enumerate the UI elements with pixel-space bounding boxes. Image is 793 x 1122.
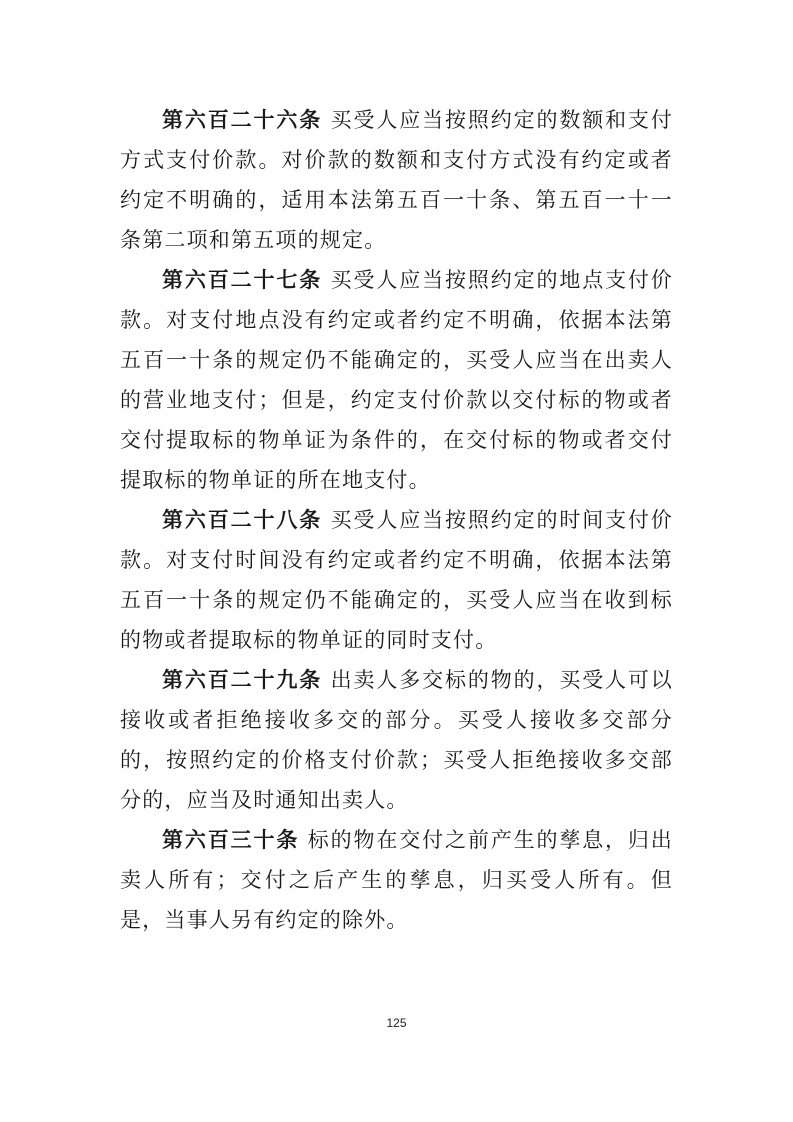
- article-627: [120, 260, 673, 500]
- article-text: 标的物在交付之前产生的孳息，归出卖人所有；交付之后产生的孳息，归买受人所有。但是，当事人另有约定的除外。: [120, 828, 673, 932]
- document-body: [120, 100, 673, 940]
- article-text: 买受人应当按照约定的时间支付价款。对支付时间没有约定或者约定不明确，依据本法第五百一十条的规定仍不能确定的，买受人应当在收到标的物或者提取标的物单证的同时支付。: [120, 508, 674, 652]
- article-title: 第六百二十七条: [162, 268, 323, 292]
- article-628: [120, 500, 673, 660]
- article-title: 第六百二十六条: [162, 108, 323, 132]
- page-number: 125: [386, 1016, 407, 1030]
- article-626: [120, 100, 673, 260]
- article-text: 买受人应当按照约定的数额和支付方式支付价款。对价款的数额和支付方式没有约定或者约定不明确的，适用本法第五百一十条、第五百一十一条第二项和第五项的规定。: [120, 108, 674, 252]
- article-630: [120, 820, 673, 940]
- article-text: 出卖人多交标的物的，买受人可以接收或者拒绝接收多交的部分。买受人接收多交部分的，按照约定的价格支付价款；买受人拒绝接收多交部分的，应当及时通知出卖人。: [120, 668, 674, 812]
- article-text: 买受人应当按照约定的地点支付价款。对支付地点没有约定或者约定不明确，依据本法第五百一十条的规定仍不能确定的，买受人应当在出卖人的营业地支付；但是，约定支付价款以交付标的物或者交付提取标的物单证为条件的，在交付标的物或者交付提取标的物单证的所在地支付。: [120, 268, 674, 492]
- article-title: 第六百二十九条: [162, 668, 323, 692]
- article-title: 第六百三十条: [162, 828, 300, 852]
- article-title: 第六百二十八条: [162, 508, 323, 532]
- article-629: [120, 660, 673, 820]
